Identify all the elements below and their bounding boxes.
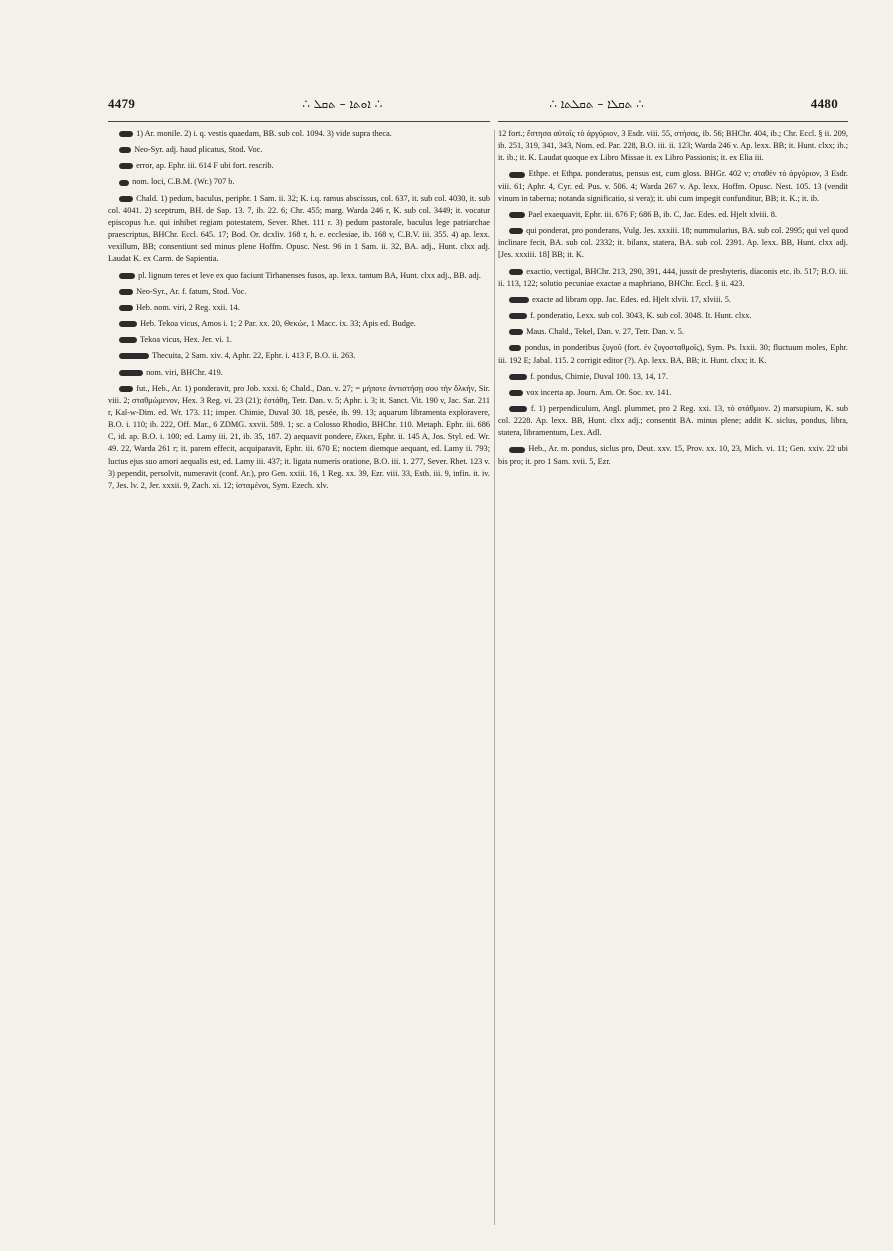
syriac-headword xyxy=(509,228,523,234)
entry: Neo-Syr. adj. haud plicatus, Stod. Voc. xyxy=(108,144,490,156)
entry: Maus. Chald., Tekel, Dan. v. 27, Tetr. Dan. v. 5. xyxy=(498,326,848,338)
syriac-headword xyxy=(119,196,133,202)
entry: Ethpe. et Ethpa. ponderatus, pensus est, cum gloss. BHGr. 402 v; σταθὲν τὸ ἀργύριον, 3 Esdr. viii. 61; Aphr. 4, Cyr. ed. Pus. v. 506. 4; Warda 267 v. Ap. lexx. Hoffm. Opusc. Nest. 105. 13 (vendit vinum in taberna; notanda significatio, si vera); it. ubi cum impegit confunditur, BB; it. K.; it. ib. xyxy=(498,169,848,203)
syriac-headword xyxy=(509,212,525,218)
syriac-headword xyxy=(509,172,525,178)
entry: f. ponderatio, Lexx. sub col. 3043, K. sub col. 3048. It. Hunt. clxx. xyxy=(498,310,848,322)
syriac-headword xyxy=(119,131,133,137)
syriac-headword xyxy=(509,390,523,396)
right-running-title: ∴ ܬܩܠܐ – ܬܩܠܬܐ ∴ xyxy=(549,96,644,111)
entry: Neo-Syr., Ar. f. fatum, Stod. Voc. xyxy=(108,286,490,298)
syriac-headword xyxy=(119,180,129,186)
entry: fut., Heb., Ar. 1) ponderavit, pro Job. xxxi. 6; Chald., Dan. v. 27; = μήποτε ἀντιστήσῃ σου τὴν ὅλκήν, Sir. viii. 2; σταθμώμενον, Hex. 3 Reg. vi. 23 (21); ἐστάθη, Tetr. Dan. v. 5; Aphr. i. 3; it. Sanct. Vit. 190 v, Jac. Sar. 211 r, Kal-w-Dim. ed. Wr. 173. 11; imper. Chimie, Duval 30. 18, pesée, ib. 99. 13; aquarum libramenta exploravere, B.O. i. 110; ib. 222, Off. Mar., 6 ZDMG. xxvii. 589. 1; sc. a Colosso Rhodio, BHChr. 110. Metaph. Ephr. iii. 686 C, id. ap. B.O. i. 100; ed. Lamy iii. 21, ib. 35, 187. 2) aequavit pondere, ἕλκει, Ephr. ii. 145 A, Jos. Styl. ed. Wr. 49. 22, Warda 261 r; it. parem effecit, acquiparavit, Ephr. iii. 670 E; noctem diemque aequant, ed. Lamy ii. 793; luctus ejus suo amori aequalis est, ed. Lamy iii. 437; it. ligata numeris oratione, B.O. iii. 1. 277, Sever. Rhet. 123 v. 3) pependit, persolvit, numeravit (conf. Ar.), pro Gen. xxiii. 16, 1 Reg. xx. 39, Ezr. viii. 33, Esth. iii. 9, infin. it. iv. 7, Jes. lv. 2, Jer. xxxii. 9, Zach. xi. 12; ἱσταμένοι, Sym. Ezech. xlv. xyxy=(108,383,490,490)
entry: Pael exaequavit, Ephr. iii. 676 F; 686 B, ib. C, Jac. Edes. ed. Hjelt xlviii. 8. xyxy=(498,209,848,221)
entry: 12 fort.; ἔστησα αὐτοῖς τὸ ἀργύριον, 3 Esdr. viii. 55, στήσας, ib. 56; BHChr. 404, ib.; Chr. Eccl. § ii. 209, ib. 251, 319, 341, 343, Nom. ed. Par. 228, B.O. iii. ii. 123; Warda 246 v. Ap. lexx. BB; it. Hunt. clxx; ib.; it. ib.; it. K. Laudat quoque ex Libro Missae it. ex Libro Passionis; it. ex Elia iii. xyxy=(498,129,848,163)
entry: Thecuita, 2 Sam. xiv. 4, Aphr. 22, Ephr. i. 413 F, B.O. ii. 263. xyxy=(108,350,490,362)
syriac-headword xyxy=(509,313,527,319)
syriac-headword xyxy=(509,447,525,453)
header-rule-left xyxy=(108,121,490,122)
left-page-number: 4479 xyxy=(108,96,136,111)
syriac-headword xyxy=(119,337,137,343)
entry: Chald. 1) pedum, baculus, periphr. 1 Sam. ii. 32; K. i.q. ramus abscissus, col. 637, it. sub col. 4030, it. sub col. 4041. 2) sceptrum, BH. de Sap. 13. 7, ib. 22. 6; Chr. 455; marg. Warda 246 r, K. sub col. 3449; it. vocatur episcopus h.e. qui inhibet regiam potestatem, Sever. Rhet. 111 r. 3) pedum pastorale, baculus lege patriarchae praescriptus, BHChr. Eccl. 645. 17; Bod. Or. dcxliv. 168 r, h. e. ecclesiae, ib. 168 v, C.B.V. iii. 355. 4) ap. lexx. vexillum, BB; consentiunt sed minus plene Hoffm. Opusc. Nest. 96 in 1 Sam. ii. 32, BA. adj., Hunt. clxx adj. Laudat K. ex Carm. de Sapientia. xyxy=(108,193,490,264)
entry: qui ponderat, pro ponderans, Vulg. Jes. xxxiii. 18; nummularius, BA. sub col. 2995; qui vel quod inclinare fecit, BA. sub col. 2332; it. bilanx, statera, BA. sub col. 2391. Ap. lexx. BB, Hunt. clxx adj. [Jes. xxxiii. 18] BB; it. K. xyxy=(498,226,848,260)
entry: 1) Ar. monile. 2) i. q. vestis quaedam, BB. sub col. 1094. 3) vide supra theca. xyxy=(108,128,490,140)
syriac-headword xyxy=(509,345,521,351)
syriac-headword xyxy=(119,370,143,376)
header-rule-right xyxy=(498,121,848,122)
syriac-headword xyxy=(119,147,131,153)
entry: f. pondus, Chimie, Duval 100. 13, 14, 17. xyxy=(498,371,848,383)
entry: vox incerta ap. Journ. Am. Or. Soc. xv. 141. xyxy=(498,387,848,399)
syriac-headword xyxy=(119,353,149,359)
syriac-headword xyxy=(119,386,133,392)
right-column xyxy=(498,128,848,1221)
syriac-headword xyxy=(119,163,133,169)
syriac-headword xyxy=(119,273,135,279)
syriac-headword xyxy=(119,321,137,327)
entry: Heb. Tekoa vicus, Amos i. 1; 2 Par. xx. 20, Θεκώε, 1 Macc. ix. 33; Apis ed. Budge. xyxy=(108,318,490,330)
entry: pl. lignum teres et leve ex quo faciunt Tirhanenses fusos, ap. lexx. tantum BA, Hunt. clxx adj., BB. adj. xyxy=(108,270,490,282)
entry: nom. loci, C.B.M. (Wr.) 707 b. xyxy=(108,176,490,188)
left-running-title: ∴ ܐܘܬܐ – ܬܩܠ ∴ xyxy=(302,96,383,111)
entry: f. 1) perpendiculum, Angl. plummet, pro 2 Reg. xxi. 13, τὸ στάθμιον. 2) marsupium, K. sub col. 2228. Ap. lexx. BB, Hunt. clxx adj.; consentit BA. minus plene; addit K. siclus, pondus, libra, statera, libramentum, Lex. Adl. xyxy=(498,403,848,438)
column-divider xyxy=(494,130,495,1225)
left-column xyxy=(108,128,490,1221)
syriac-headword xyxy=(119,305,133,311)
entry: Heb., Ar. m. pondus, siclus pro, Deut. xxv. 15, Prov. xx. 10, 23, Mich. vi. 11; Gen. xxiv. 22 ubi bis pro; it. pro 1 Sam. xvii. 5, Ezr. xyxy=(498,444,848,466)
entry: exacte ad libram opp. Jac. Edes. ed. Hjelt xlvii. 17, xlviii. 5. xyxy=(498,294,848,306)
syriac-headword xyxy=(509,406,527,412)
syriac-headword xyxy=(509,269,523,275)
right-page-number: 4480 xyxy=(810,96,838,111)
syriac-headword xyxy=(509,374,527,380)
syriac-headword xyxy=(509,329,523,335)
entry: Heb. nom. viri, 2 Reg. xxii. 14. xyxy=(108,302,490,314)
entry: Tekoa vicus, Hex. Jer. vi. 1. xyxy=(108,334,490,346)
page-header xyxy=(108,92,838,116)
syriac-headword xyxy=(119,289,133,295)
entry: error, ap. Ephr. iii. 614 F ubi fort. rescrib. xyxy=(108,160,490,172)
entry: pondus, in ponderibus ζυγοῦ (fort. ἐν ζυγοσταθμοῖς), Sym. Ps. lxxii. 30; fluctuum moles, Ephr. iii. 192 E; Jabal. 115. 2 corrigit editor (?). Ap. lexx. BA, BB; it. Hunt. clxx; it. K. xyxy=(498,343,848,365)
entry: exactio, vectigal, BHChr. 213, 290, 391, 444, jussit de presbyteris, diaconis etc. ib. 517; B.O. iii. ii. 113, 122; solutio pecuniae exactae a maphriano, BHChr. Eccl. § ii. 423. xyxy=(498,266,848,288)
entry: nom. viri, BHChr. 419. xyxy=(108,367,490,379)
syriac-headword xyxy=(509,297,529,303)
